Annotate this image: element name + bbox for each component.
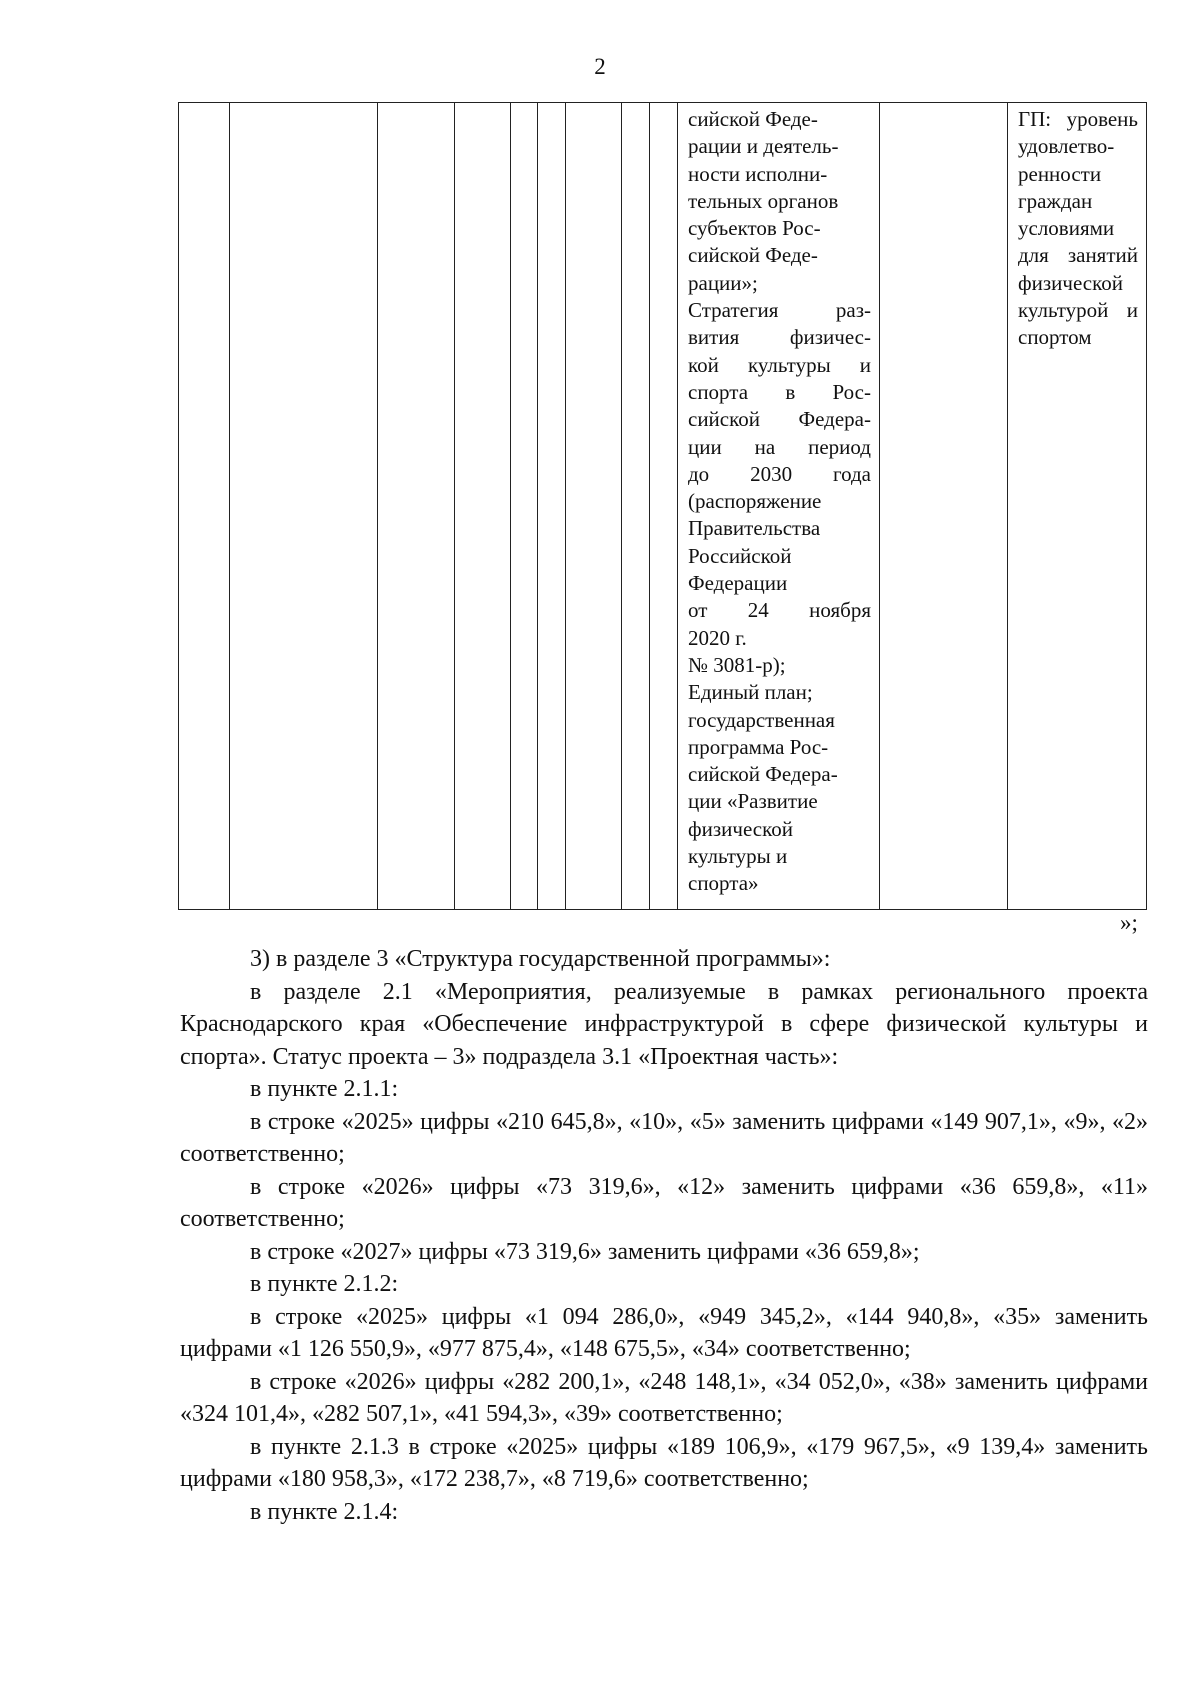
cell-line: рации и деятель- (688, 134, 839, 159)
table-cell-empty (622, 103, 650, 910)
table-cell-empty (538, 103, 566, 910)
cell-line: для занятий (1018, 243, 1138, 268)
cell-line: физической (1018, 270, 1123, 295)
paragraph: в пункте 2.1.2: (250, 1271, 399, 1297)
table-cell-empty (230, 103, 378, 910)
cell-line: вития физичес- (688, 325, 871, 350)
cell-line: Правительства (688, 516, 821, 541)
cell-line: тельных органов (688, 188, 839, 213)
table-cell-empty (378, 103, 455, 910)
cell-line: Федерации (688, 571, 788, 596)
paragraph: в строке «2026» цифры «282 200,1», «248 148,1», «34 052,0», «38» заменить цифрами «324 101,4», «282 507,1», «41 594,3», «39» соответственно; (180, 1368, 1148, 1427)
cell-line: государственная (688, 707, 835, 732)
table-row (179, 103, 1147, 910)
cell-line: сийской Феде- (688, 243, 818, 268)
cell-line: сийской Федера- (688, 407, 871, 432)
cell-line: ГП: уровень (1018, 107, 1138, 131)
indicator-text (1008, 103, 1146, 352)
closing-quote: »; (1120, 910, 1138, 935)
cell-line: 2020 г. (688, 625, 747, 650)
cell-line: ренности (1018, 161, 1102, 186)
cell-line: Стратегия раз- (688, 298, 871, 323)
cell-line: от 24 ноября (688, 598, 871, 623)
table-cell-empty (455, 103, 511, 910)
cell-line: ности исполни- (688, 161, 828, 186)
cell-line: Российской (688, 543, 792, 568)
paragraph: в строке «2026» цифры «73 319,6», «12» заменить цифрами «36 659,8», «11» соответственно; (180, 1173, 1148, 1232)
continuation-table (178, 102, 1147, 910)
paragraph: в строке «2025» цифры «210 645,8», «10», «5» заменить цифрами «149 907,1», «9», «2» соответственно; (180, 1108, 1148, 1167)
cell-line: ции на период (688, 434, 871, 459)
amendments-text (180, 943, 1148, 1528)
cell-line: культурой и (1018, 298, 1138, 323)
cell-line: программа Рос- (688, 734, 829, 759)
paragraph: в строке «2027» цифры «73 319,6» заменить цифрами «36 659,8»; (250, 1238, 920, 1265)
cell-line: (распоряжение (688, 489, 822, 514)
cell-line: удовлетво- (1018, 134, 1115, 159)
paragraph: в пункте 2.1.1: (250, 1076, 399, 1102)
cell-line: спорта в Рос- (688, 379, 871, 404)
cell-line: условиями (1018, 216, 1115, 241)
table-cell-documents (678, 103, 880, 910)
cell-line: сийской Федера- (688, 762, 838, 787)
table-cell-empty (566, 103, 622, 910)
documents-list (678, 103, 879, 898)
cell-line: до 2030 года (688, 461, 871, 486)
cell-line: субъектов Рос- (688, 216, 821, 241)
paragraph: в пункте 2.1.3 в строке «2025» цифры «189 106,9», «179 967,5», «9 139,4» заменить цифрами «180 958,3», «172 238,7», «8 719,6» соответственно; (180, 1433, 1148, 1492)
table-cell-empty (880, 103, 1008, 910)
cell-line: ции «Развитие (688, 789, 818, 814)
cell-line: сийской Феде- (688, 107, 818, 131)
page-number: 2 (594, 54, 606, 79)
cell-line: физической (688, 816, 793, 841)
cell-line: спорта» (688, 871, 759, 896)
cell-line: культуры и (688, 844, 788, 869)
cell-line: Единый план; (688, 680, 813, 705)
cell-line: рации»; (688, 270, 758, 295)
paragraph: 3) в разделе 3 «Структура государственной программы»: (250, 946, 831, 972)
paragraph: в пункте 2.1.4: (250, 1498, 399, 1525)
paragraph: в разделе 2.1 «Мероприятия, реализуемые в рамках регионального проекта Краснодарского края «Обеспечение инфраструктурой в сфере физической культуры и спорта». Статус проекта – 3» подраздела 3.1 «Проектная часть»: (180, 978, 1148, 1070)
table-cell-empty (511, 103, 538, 910)
cell-line: кой культуры и (688, 352, 871, 377)
table-cell-indicator (1008, 103, 1147, 910)
paragraph: в строке «2025» цифры «1 094 286,0», «949 345,2», «144 940,8», «35» заменить цифрами «1 126 550,9», «977 875,4», «148 675,5», «34» соответственно; (180, 1303, 1148, 1362)
cell-line: граждан (1018, 188, 1093, 213)
table-cell-empty (650, 103, 678, 910)
cell-line: № 3081-р); (688, 652, 786, 677)
table-cell-empty (179, 103, 230, 910)
cell-line: спортом (1018, 325, 1092, 350)
